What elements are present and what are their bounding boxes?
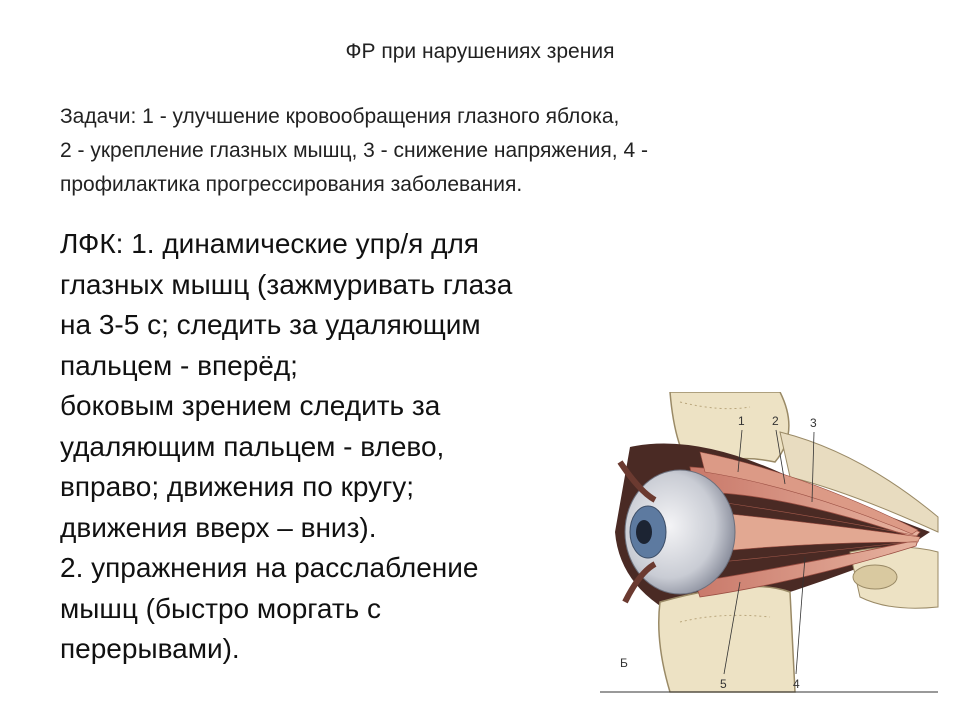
- figure-label-5: 5: [720, 677, 727, 691]
- figure-label-1: 1: [738, 414, 745, 428]
- figure-label-4: 4: [793, 677, 800, 691]
- lfk-line: вправо; движения по кругу;: [60, 471, 415, 502]
- slide-title: ФР при нарушениях зрения: [345, 40, 615, 63]
- lfk-line: движения вверх – вниз).: [60, 511, 377, 543]
- eye-orbit-drawing: [600, 392, 940, 702]
- lfk-paragraph: [60, 224, 620, 670]
- figure-label-3: 3: [810, 416, 817, 430]
- lfk-line: удаляющим пальцем - влево,: [60, 430, 445, 462]
- eye-muscles-illustration: [600, 392, 940, 702]
- lfk-line: пальцем - вперёд;: [60, 349, 298, 381]
- lfk-line: 2. упражнения на расслабление: [60, 552, 479, 583]
- figure-label-2: 2: [772, 414, 779, 428]
- tasks-line: 2 - укрепление глазных мышц, 3 - снижение напряжения, 4 -: [60, 139, 648, 162]
- lfk-line: на 3-5 с; следить за удаляющим: [60, 309, 481, 340]
- lfk-line: ЛФК: 1. динамические упр/я для: [60, 228, 479, 259]
- lfk-line: перерывами).: [60, 633, 240, 664]
- figure-letter: Б: [620, 656, 628, 670]
- maxillary-bone: [659, 586, 795, 692]
- tasks-line: профилактика прогрессирования заболевания.: [60, 173, 523, 196]
- lfk-line: глазных мышц (зажмуривать глаза: [60, 268, 513, 300]
- lfk-line: боковым зрением следить за: [60, 390, 441, 421]
- tasks-paragraph: [60, 100, 920, 202]
- tasks-line: Задачи: 1 - улучшение кровообращения глазного яблока,: [60, 105, 620, 128]
- lfk-line: мышц (быстро моргать с: [60, 592, 382, 624]
